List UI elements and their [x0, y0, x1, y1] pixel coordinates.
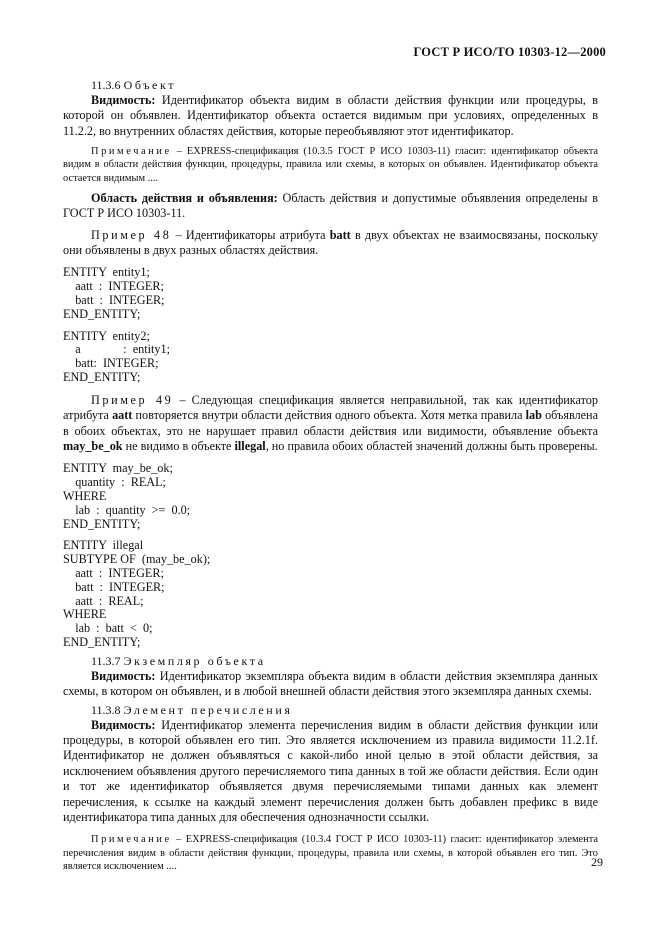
- visibility-paragraph: [63, 669, 598, 700]
- note-label: Примечание: [91, 146, 172, 158]
- example-text: в двух объектах не взаимосвязаны, поскольку они объявлены в двух разных областях действия.: [63, 227, 598, 258]
- code-term: may_be_ok: [63, 439, 123, 454]
- section-title: Элемент перечисления: [123, 702, 293, 717]
- code-block-illegal: ENTITY illegal SUBTYPE OF (may_be_ok); aatt : INTEGER; batt : INTEGER; aatt : REAL; WHERE lab : batt < 0; END_ENTITY;: [63, 538, 211, 650]
- example-text: – Следующая спецификация является неправильной, так как идентификатор атрибута: [63, 392, 598, 423]
- code-block-entity2: ENTITY entity2; a : entity1; batt: INTEGER; END_ENTITY;: [63, 328, 170, 385]
- note-text: – EXPRESS-спецификация (10.3.4 ГОСТ Р ИСО 10303-11) гласит: идентификатор элемента перечисления видим в области действия функции, процедуры, правила или схемы, в которой объявлен его тип. Это является исключением ....: [63, 834, 598, 872]
- example-49-paragraph: [63, 393, 598, 455]
- paragraph-text: Идентификатор экземпляра объекта видим в области действия экземпляра данных схемы, в котором он объявлен, и в любой внешней области действия этого экземпляра данных схемы.: [63, 668, 598, 699]
- section-title: Объект: [123, 78, 177, 92]
- note-label: Примечание: [91, 834, 172, 846]
- example-label: Пример 48: [91, 227, 172, 242]
- example-text: повторяется внутри области действия одного объекта. Хотя метка правила: [132, 408, 526, 423]
- note-paragraph: [63, 833, 598, 873]
- example-48-paragraph: [63, 228, 598, 259]
- document-header: ГОСТ Р ИСО/ТО 10303-12—2000: [413, 45, 606, 59]
- bold-term: Видимость:: [91, 93, 156, 107]
- section-title: Экземпляр объекта: [123, 653, 266, 668]
- example-text: объявлена в обоих объектах, это не нарушает правил области действия или видимости, объявление объекта: [63, 408, 598, 438]
- bold-term: Видимость:: [91, 668, 156, 683]
- code-term: aatt: [112, 408, 133, 423]
- example-text: , но правила обоих областей значений должны быть проверены.: [265, 439, 598, 454]
- section-heading-11-3-8: [63, 703, 598, 718]
- code-block-entity1: ENTITY entity1; aatt : INTEGER; batt : INTEGER; END_ENTITY;: [63, 265, 165, 321]
- section-number: 11.3.7: [91, 653, 121, 668]
- code-block-may-be-ok: ENTITY may_be_ok; quantity : REAL; WHERE lab : quantity >= 0.0; END_ENTITY;: [63, 461, 191, 531]
- bold-term: Область действия и объявления:: [91, 190, 278, 205]
- section-heading-11-3-7: [63, 654, 598, 669]
- section-number: 11.3.8: [91, 702, 121, 717]
- page-content: [63, 78, 598, 873]
- section-number: 11.3.6: [91, 78, 121, 92]
- code-term: batt: [329, 227, 351, 242]
- paragraph-text: Область действия и допустимые объявления определены в ГОСТ Р ИСО 10303-11.: [63, 190, 598, 221]
- scope-paragraph: [63, 191, 598, 222]
- paragraph-text: Идентификатор элемента перечисления видим в области действия функции или процедуры, в которой объявлен его тип. Это является исключением из правила видимости 11.2.1f. Идентификатор не должен объявляться с какой-либо иной целью в этой области действия, за исключением объявления другого перечисляемого типа данных в той же области действия. Если один и тот же идентификатор объявляется двумя перечисляемыми типами данных как элемент перечисления, к ссылке на каждый элемент перечисления должен быть добавлен префикс в виде идентификатора типа данных для обеспечения однозначности ссылки.: [63, 717, 598, 825]
- example-text: – Идентификаторы атрибута: [171, 227, 330, 242]
- note-text: – EXPRESS-спецификация (10.3.5 ГОСТ Р ИСО 10303-11) гласит: идентификатор объекта видим в области действия функции, процедуры, правила или схемы, в которых он объявлен. Идентификатор объекта остается видимым ....: [63, 146, 598, 184]
- section-heading-11-3-6: [63, 78, 598, 93]
- paragraph-text: Идентификатор объекта видим в области действия функции или процедуры, в которой он объявлен. Идентификатор объекта остается видимым при условиях, определенных в 11.2.2, во внутренних областях действия, которые переобъявляют этот идентификатор.: [63, 93, 598, 138]
- code-term: illegal: [234, 439, 266, 454]
- page-number: 29: [591, 855, 603, 869]
- visibility-paragraph: [63, 93, 598, 139]
- example-label: Пример 49: [91, 392, 174, 407]
- code-term: lab: [525, 408, 542, 423]
- example-text: не видимо в объекте: [122, 439, 235, 454]
- note-paragraph: [63, 145, 598, 185]
- bold-term: Видимость:: [91, 717, 156, 732]
- visibility-paragraph: [63, 718, 598, 826]
